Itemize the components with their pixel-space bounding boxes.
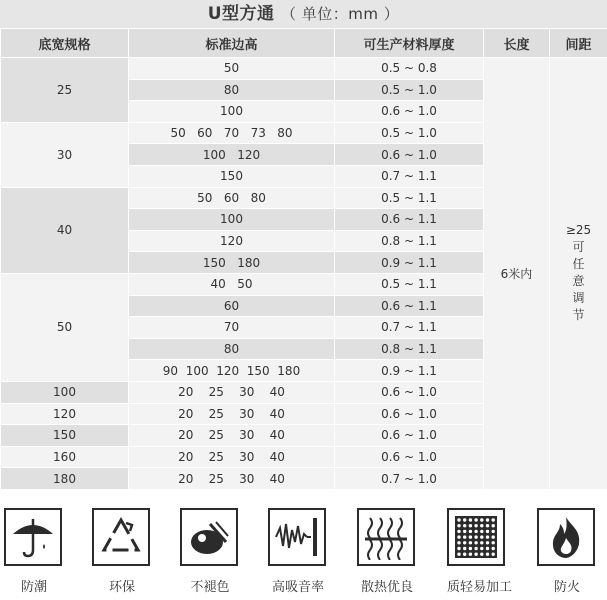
feature-item	[357, 508, 417, 595]
feature-label: 环保	[108, 580, 135, 595]
width-cell: 150	[1, 425, 129, 447]
feature-item	[4, 508, 64, 595]
height-cell: 20 25 30 40	[129, 381, 335, 403]
thickness-cell: 0.7 ~ 1.1	[335, 165, 484, 187]
thickness-cell: 0.6 ~ 1.0	[335, 446, 484, 468]
thickness-cell: 0.5 ~ 1.1	[335, 273, 484, 295]
feature-label: 质轻易加工	[447, 580, 513, 595]
spacing-char: 节	[572, 308, 585, 323]
width-cell: 30	[1, 122, 129, 187]
recycle-icon	[92, 508, 150, 566]
thickness-cell: 0.9 ~ 1.1	[335, 252, 484, 274]
height-cell: 20 25 30 40	[129, 403, 335, 425]
width-cell: 180	[1, 468, 129, 490]
title-unit: （ 单位：mm ）	[280, 5, 400, 23]
feature-label: 不褪色	[190, 580, 230, 595]
spec-table	[0, 28, 607, 490]
thickness-cell: 0.6 ~ 1.0	[335, 403, 484, 425]
width-cell: 50	[1, 273, 129, 381]
height-cell: 150 180	[129, 252, 335, 274]
table-title	[0, 0, 607, 28]
height-cell: 80	[129, 338, 335, 360]
thickness-cell: 0.6 ~ 1.1	[335, 295, 484, 317]
spacing-cell	[550, 58, 607, 490]
width-cell: 100	[1, 381, 129, 403]
header-heights: 标准边高	[129, 29, 335, 58]
feature-item	[92, 508, 152, 595]
spacing-char: 意	[572, 274, 585, 289]
feature-label: 防潮	[20, 580, 47, 595]
feature-item	[268, 508, 328, 595]
height-cell: 90 100 120 150 180	[129, 360, 335, 382]
thickness-cell: 0.5 ~ 0.8	[335, 58, 484, 80]
height-cell: 120	[129, 230, 335, 252]
spacing-char: 调	[572, 291, 585, 306]
spacing-char: 任	[572, 257, 585, 272]
palette-icon	[180, 508, 238, 566]
width-cell: 40	[1, 187, 129, 273]
width-cell: 25	[1, 58, 129, 123]
height-cell: 20 25 30 40	[129, 468, 335, 490]
height-cell: 100 120	[129, 144, 335, 166]
height-cell: 50 60 70 73 80	[129, 122, 335, 144]
thickness-cell: 0.5 ~ 1.0	[335, 122, 484, 144]
height-cell: 100	[129, 101, 335, 123]
thickness-cell: 0.8 ~ 1.1	[335, 338, 484, 360]
heat-icon	[357, 508, 415, 566]
feature-item	[537, 508, 597, 595]
length-cell: 6米内	[484, 58, 550, 490]
title-main: U型方通	[207, 4, 275, 24]
thickness-cell: 0.8 ~ 1.1	[335, 230, 484, 252]
thickness-cell: 0.6 ~ 1.0	[335, 101, 484, 123]
width-cell: 160	[1, 446, 129, 468]
feature-item	[447, 508, 513, 595]
thickness-cell: 0.7 ~ 1.0	[335, 468, 484, 490]
thickness-cell: 0.6 ~ 1.1	[335, 209, 484, 231]
thickness-cell: 0.6 ~ 1.0	[335, 425, 484, 447]
thickness-cell: 0.6 ~ 1.0	[335, 381, 484, 403]
height-cell: 20 25 30 40	[129, 425, 335, 447]
spacing-char: ≥25	[565, 223, 592, 238]
height-cell: 150	[129, 165, 335, 187]
header-thickness: 可生产材料厚度	[335, 29, 484, 58]
thickness-cell: 0.7 ~ 1.1	[335, 317, 484, 339]
thickness-cell: 0.9 ~ 1.1	[335, 360, 484, 382]
height-cell: 20 25 30 40	[129, 446, 335, 468]
spacing-char: 可	[572, 240, 585, 255]
header-width: 底宽规格	[1, 29, 129, 58]
header-spacing: 间距	[550, 29, 607, 58]
header-row	[1, 29, 607, 58]
feature-label: 高吸音率	[271, 580, 324, 595]
sound-wave-icon	[268, 508, 326, 566]
height-cell: 100	[129, 209, 335, 231]
feature-label: 散热优良	[360, 580, 413, 595]
height-cell: 80	[129, 79, 335, 101]
feature-label: 防火	[553, 580, 580, 595]
height-cell: 40 50	[129, 273, 335, 295]
header-length: 长度	[484, 29, 550, 58]
height-cell: 50	[129, 58, 335, 80]
thickness-cell: 0.6 ~ 1.0	[335, 144, 484, 166]
thickness-cell: 0.5 ~ 1.1	[335, 187, 484, 209]
feature-item	[180, 508, 240, 595]
width-cell: 120	[1, 403, 129, 425]
height-cell: 50 60 80	[129, 187, 335, 209]
thickness-cell: 0.5 ~ 1.0	[335, 79, 484, 101]
fire-icon	[537, 508, 595, 566]
feature-icons	[0, 508, 607, 600]
height-cell: 60	[129, 295, 335, 317]
perforated-panel-icon	[447, 508, 505, 566]
height-cell: 70	[129, 317, 335, 339]
umbrella-icon	[4, 508, 62, 566]
table-row	[1, 58, 607, 80]
